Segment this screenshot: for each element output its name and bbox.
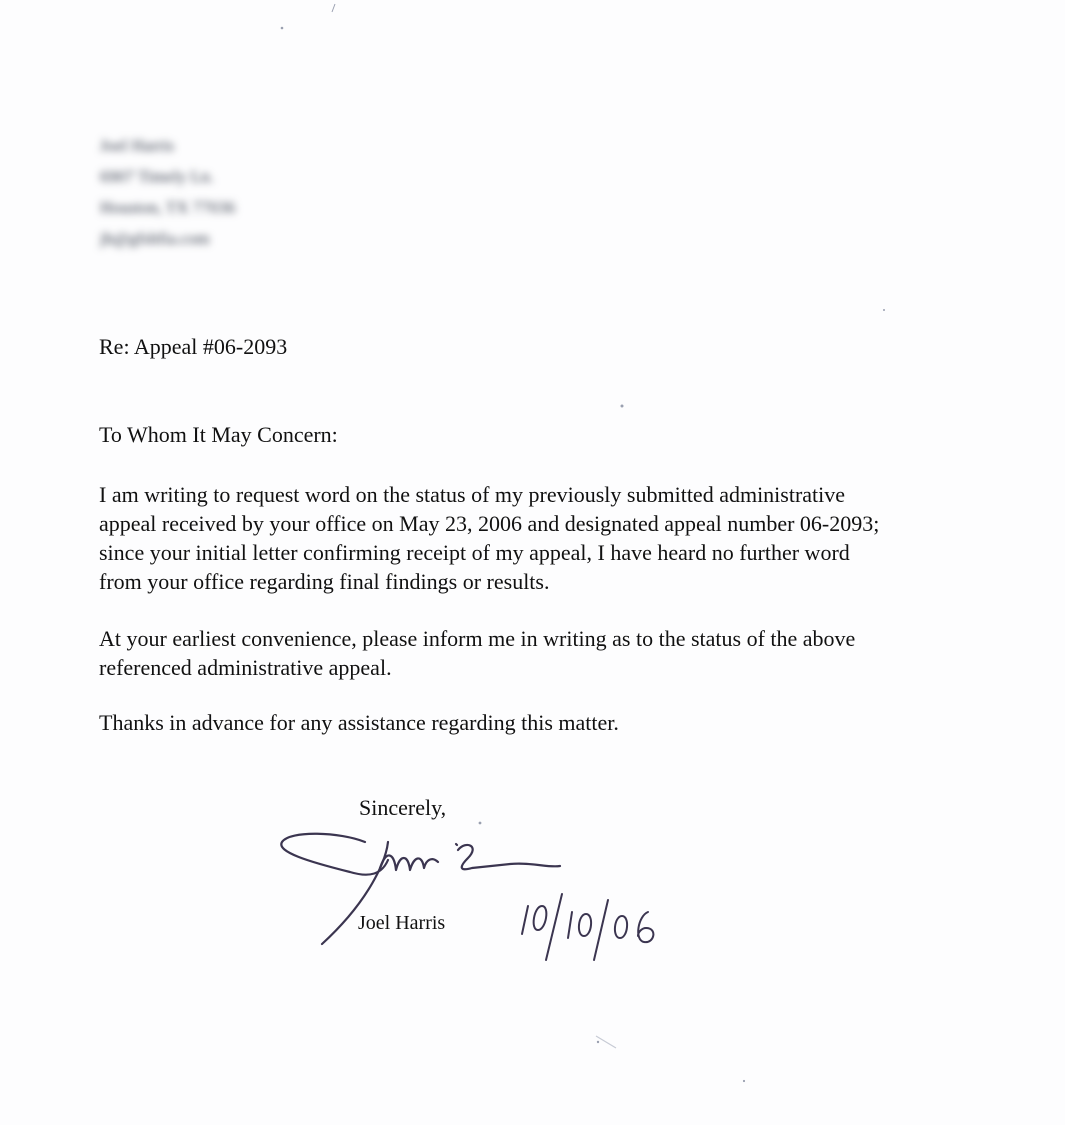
- paragraph-line: At your earliest convenience, please inform me in writing as to the status of the above: [99, 626, 856, 651]
- signer-name: Joel Harris: [358, 912, 446, 934]
- sender-city: Houston, TX 77036: [100, 198, 236, 217]
- body-paragraph-3: Thanks in advance for any assistance regarding this matter.: [99, 710, 619, 735]
- salutation: To Whom It May Concern:: [99, 422, 338, 447]
- sender-street: 6907 Timely Ln.: [100, 167, 214, 186]
- paragraph-line: since your initial letter confirming receipt of my appeal, I have heard no further word: [99, 540, 850, 565]
- paragraph-line: referenced administrative appeal.: [99, 655, 392, 680]
- sender-name: Joel Harris: [100, 136, 175, 155]
- closing: Sincerely,: [359, 795, 447, 820]
- paragraph-line: I am writing to request word on the status of my previously submitted administrative: [99, 482, 846, 507]
- paragraph-line: from your office regarding final findings or results.: [99, 569, 550, 594]
- sender-email: jh@gfshfia.com: [100, 229, 210, 248]
- paragraph-line: appeal received by your office on May 23, 2006 and designated appeal number 06-2093;: [99, 511, 880, 536]
- subject-line: Re: Appeal #06-2093: [99, 334, 288, 359]
